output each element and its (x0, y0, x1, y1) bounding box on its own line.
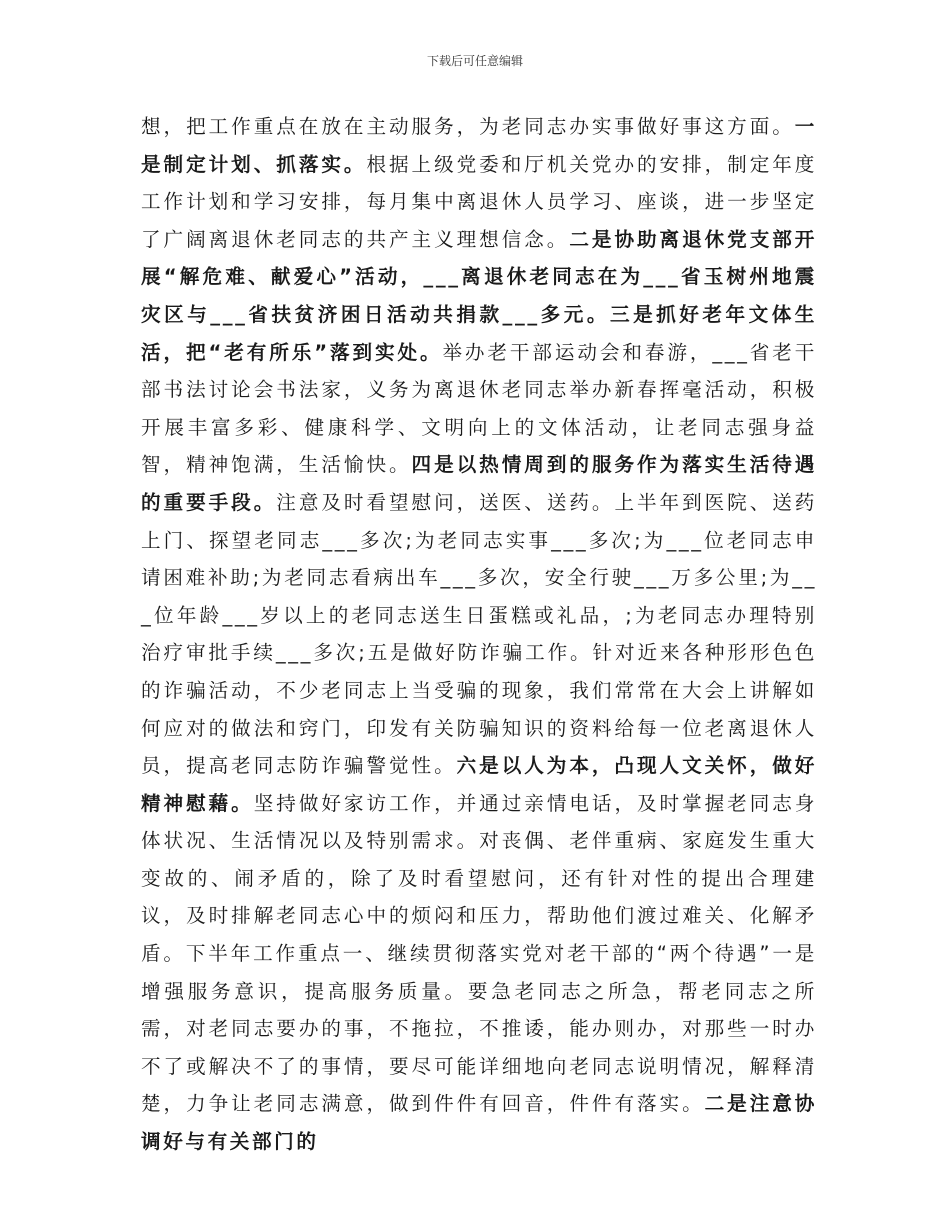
body-segment: 注意及时看望慰问，送医、送药。上半年到医院、送药上门、探望老同志___多次;为老同志实事___多次;为___位老同志申请困难补助;为老同志看病出车___多次，安全行驶___万多公里;为___位年龄___岁以上的老同志送生日蛋糕或礼品，;为老同志办理特别治疗审批手续___多次;五是做好防诈骗工作。针对近来各种形形色色的诈骗活动，不少老同志上当受骗的现象，我们常常在大会上讲解如何应对的做法和窍门，印发有关防骗知识的资料给每一位老离退休人员，提高老同志防诈骗警觉性。 (141, 490, 817, 778)
body-segment-bold: 一是制定计划、抓落实。 (141, 115, 817, 176)
document-body (141, 108, 817, 1161)
body-segment-bold: 六是以人为本，凸现人文关怀，做好精神慰藉。 (141, 754, 817, 815)
body-segment-bold: 二是协助离退休党支部开展“解危难、献爱心”活动，___离退休老同志在为___省玉树州地震灾区与___省扶贫济困日活动共捐款___多元。三是抓好老年文体生活，把“老有所乐”落到实处。 (141, 227, 817, 364)
body-segment: 坚持做好家访工作，并通过亲情电话，及时掌握老同志身体状况、生活情况以及特别需求。对丧偶、老伴重病、家庭发生重大变故的、闹矛盾的，除了及时看望慰问，还有针对性的提出合理建议，及时排解老同志心中的烦闷和压力，帮助他们渡过难关、化解矛盾。下半年工作重点一、继续贯彻落实党对老干部的“两个待遇”一是增强服务意识，提高服务质量。要急老同志之所急，帮老同志之所需，对老同志要办的事，不拖拉，不推诿，能办则办，对那些一时办不了或解决不了的事情，要尽可能详细地向老同志说明情况，解释清楚，力争让老同志满意，做到件件有回音，件件有落实。 (141, 791, 818, 1116)
page-header-note: 下载后可任意编辑 (426, 54, 523, 68)
body-segment: 想，把工作重点在放在主动服务，为老同志办实事做好事这方面。 (141, 115, 795, 138)
body-segment: 举办老干部运动会和春游，___省老干部书法讨论会书法家，义务为离退休老同志举办新春挥毫活动，积极开展丰富多彩、健康科学、文明向上的文体活动，让老同志强身益智，精神饱满，生活愉快。 (141, 340, 817, 477)
body-segment: 根据上级党委和厅机关党办的安排，制定年度工作计划和学习安排，每月集中离退休人员学习、座谈，进一步坚定了广阔离退休老同志的共产主义理想信念。 (141, 152, 818, 251)
body-segment-bold: 二是注意协调好与有关部门的 (141, 1092, 817, 1154)
body-segment-bold: 四是以热情周到的服务作为落实生活待遇的重要手段。 (141, 453, 817, 514)
